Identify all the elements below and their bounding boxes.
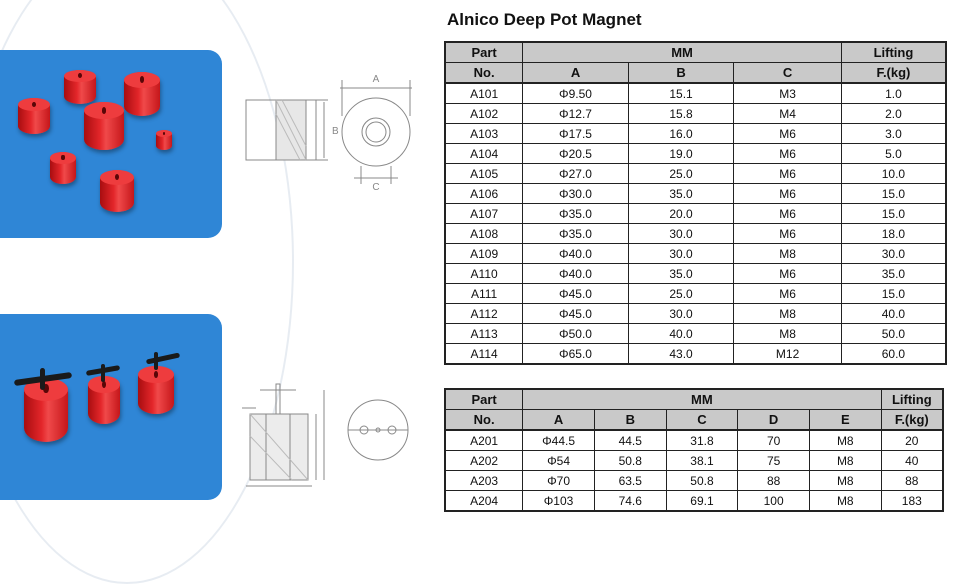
table-row [445, 324, 946, 344]
table-cell: 35.0 [628, 264, 734, 284]
table-cell: 69.1 [666, 491, 738, 512]
table-cell: A108 [445, 224, 523, 244]
table-cell: M6 [734, 124, 842, 144]
table-row [445, 204, 946, 224]
table-cell: A111 [445, 284, 523, 304]
table-cell: A102 [445, 104, 523, 124]
table-cell: A106 [445, 184, 523, 204]
table-cell: 25.0 [628, 284, 734, 304]
header-mm: MM [523, 389, 881, 410]
table-cell: M6 [734, 164, 842, 184]
table-cell: 35.0 [841, 264, 946, 284]
table-cell: 40 [881, 451, 943, 471]
header-lifting: Lifting [841, 42, 946, 63]
table-column-header [445, 63, 946, 84]
table-cell: M6 [734, 144, 842, 164]
table-row [445, 124, 946, 144]
table-cell: A203 [445, 471, 523, 491]
header-mm: MM [523, 42, 842, 63]
table-cell: M8 [809, 491, 881, 512]
table-cell: 35.0 [628, 184, 734, 204]
technical-drawing-bolt-pot-magnet [236, 378, 436, 498]
table-cell: Φ45.0 [523, 304, 629, 324]
table-row [445, 224, 946, 244]
table-row [445, 104, 946, 124]
table-row [445, 451, 943, 471]
table-cell: 30.0 [841, 244, 946, 264]
table-cell: 30.0 [628, 224, 734, 244]
table-row [445, 83, 946, 104]
table-row [445, 430, 943, 451]
table-cell: M12 [734, 344, 842, 365]
product-photo-plain-magnets [0, 50, 222, 238]
table-cell: 60.0 [841, 344, 946, 365]
table-cell: 183 [881, 491, 943, 512]
table-cell: A109 [445, 244, 523, 264]
table-cell: M8 [809, 471, 881, 491]
dimension-label-c: C [372, 182, 380, 193]
table-cell: 5.0 [841, 144, 946, 164]
table-cell: A204 [445, 491, 523, 512]
table-group-header [445, 389, 943, 410]
table-cell: M8 [734, 304, 842, 324]
table-cell: A201 [445, 430, 523, 451]
table-cell: 30.0 [628, 244, 734, 264]
table-cell: 20.0 [628, 204, 734, 224]
table-cell: M3 [734, 83, 842, 104]
dimension-label-a: A [372, 74, 380, 85]
table-cell: 43.0 [628, 344, 734, 365]
table-cell: 40.0 [628, 324, 734, 344]
table-cell: Φ12.7 [523, 104, 629, 124]
column-header: F.(kg) [881, 410, 943, 431]
magnet-image [124, 72, 160, 116]
table-cell: 63.5 [594, 471, 666, 491]
table-cell: 2.0 [841, 104, 946, 124]
table-cell: M8 [809, 451, 881, 471]
table-cell: Φ20.5 [523, 144, 629, 164]
table-row [445, 264, 946, 284]
column-header: No. [445, 410, 523, 431]
header-lifting: Lifting [881, 389, 943, 410]
table-cell: 75 [738, 451, 810, 471]
table-cell: 19.0 [628, 144, 734, 164]
table-cell: 100 [738, 491, 810, 512]
table-cell: 3.0 [841, 124, 946, 144]
page-title: Alnico Deep Pot Magnet [447, 10, 642, 29]
magnet-image [138, 366, 174, 414]
table-row [445, 304, 946, 324]
table-cell: M8 [734, 244, 842, 264]
spec-table-a200 [444, 388, 944, 512]
table-cell: 15.0 [841, 284, 946, 304]
table-cell: A104 [445, 144, 523, 164]
table-cell: Φ103 [523, 491, 595, 512]
magnet-image [50, 152, 76, 184]
table-cell: M8 [809, 430, 881, 451]
table-cell: M4 [734, 104, 842, 124]
table-cell: Φ30.0 [523, 184, 629, 204]
table-cell: Φ9.50 [523, 83, 629, 104]
table-cell: A105 [445, 164, 523, 184]
table-row [445, 184, 946, 204]
table-cell: Φ35.0 [523, 204, 629, 224]
table-cell: 10.0 [841, 164, 946, 184]
table-row [445, 164, 946, 184]
table-cell: Φ35.0 [523, 224, 629, 244]
table-cell: 1.0 [841, 83, 946, 104]
table-cell: 15.0 [841, 204, 946, 224]
table-cell: 25.0 [628, 164, 734, 184]
column-header: C [734, 63, 842, 84]
bolt-handle [154, 352, 158, 370]
table-cell: Φ40.0 [523, 244, 629, 264]
table-cell: 30.0 [628, 304, 734, 324]
table-cell: 50.8 [666, 471, 738, 491]
table-row [445, 144, 946, 164]
table-cell: 15.1 [628, 83, 734, 104]
table-cell: 50.0 [841, 324, 946, 344]
dimension-label-b: B [332, 126, 339, 137]
column-header: A [523, 410, 595, 431]
table-cell: M6 [734, 224, 842, 244]
header-part: Part [445, 42, 523, 63]
table-group-header [445, 42, 946, 63]
table-cell: M6 [734, 184, 842, 204]
technical-drawing-pot-magnet [236, 66, 436, 196]
table-cell: 20 [881, 430, 943, 451]
table-cell: A114 [445, 344, 523, 365]
table-cell: Φ44.5 [523, 430, 595, 451]
table-row [445, 284, 946, 304]
bolt-handle [40, 368, 45, 390]
table-cell: A107 [445, 204, 523, 224]
spec-table-a100 [444, 41, 947, 365]
table-row [445, 471, 943, 491]
table-cell: M8 [734, 324, 842, 344]
table-cell: Φ27.0 [523, 164, 629, 184]
table-cell: Φ50.0 [523, 324, 629, 344]
table-cell: 88 [881, 471, 943, 491]
table-cell: A113 [445, 324, 523, 344]
table-cell: 16.0 [628, 124, 734, 144]
table-cell: M6 [734, 204, 842, 224]
table-cell: Φ70 [523, 471, 595, 491]
column-header: F.(kg) [841, 63, 946, 84]
bolt-handle [146, 353, 180, 365]
table-cell: 15.0 [841, 184, 946, 204]
table-cell: A112 [445, 304, 523, 324]
header-part: Part [445, 389, 523, 410]
magnet-image [24, 378, 68, 442]
magnet-image [84, 102, 124, 150]
column-header: A [523, 63, 629, 84]
table-cell: 74.6 [594, 491, 666, 512]
table-cell: A202 [445, 451, 523, 471]
table-column-header [445, 410, 943, 431]
column-header: E [809, 410, 881, 431]
bolt-handle [101, 364, 105, 382]
table-cell: M6 [734, 284, 842, 304]
table-cell: A103 [445, 124, 523, 144]
table-cell: M6 [734, 264, 842, 284]
column-header: D [738, 410, 810, 431]
table-cell: 40.0 [841, 304, 946, 324]
magnet-image [88, 376, 120, 424]
table-cell: 15.8 [628, 104, 734, 124]
table-cell: A101 [445, 83, 523, 104]
table-row [445, 244, 946, 264]
magnet-image [64, 70, 96, 104]
column-header: B [594, 410, 666, 431]
table-cell: 50.8 [594, 451, 666, 471]
magnet-image [156, 130, 172, 150]
table-cell: Φ54 [523, 451, 595, 471]
table-row [445, 344, 946, 365]
column-header: B [628, 63, 734, 84]
column-header: No. [445, 63, 523, 84]
table-cell: A110 [445, 264, 523, 284]
table-cell: 70 [738, 430, 810, 451]
column-header: C [666, 410, 738, 431]
table-cell: 31.8 [666, 430, 738, 451]
table-cell: 18.0 [841, 224, 946, 244]
product-photo-bolt-magnets [0, 314, 222, 500]
table-cell: 44.5 [594, 430, 666, 451]
magnet-image [100, 170, 134, 212]
magnet-image [18, 98, 50, 134]
table-row [445, 491, 943, 512]
table-cell: Φ45.0 [523, 284, 629, 304]
table-cell: Φ17.5 [523, 124, 629, 144]
table-cell: Φ40.0 [523, 264, 629, 284]
table-cell: Φ65.0 [523, 344, 629, 365]
table-cell: 88 [738, 471, 810, 491]
table-cell: 38.1 [666, 451, 738, 471]
